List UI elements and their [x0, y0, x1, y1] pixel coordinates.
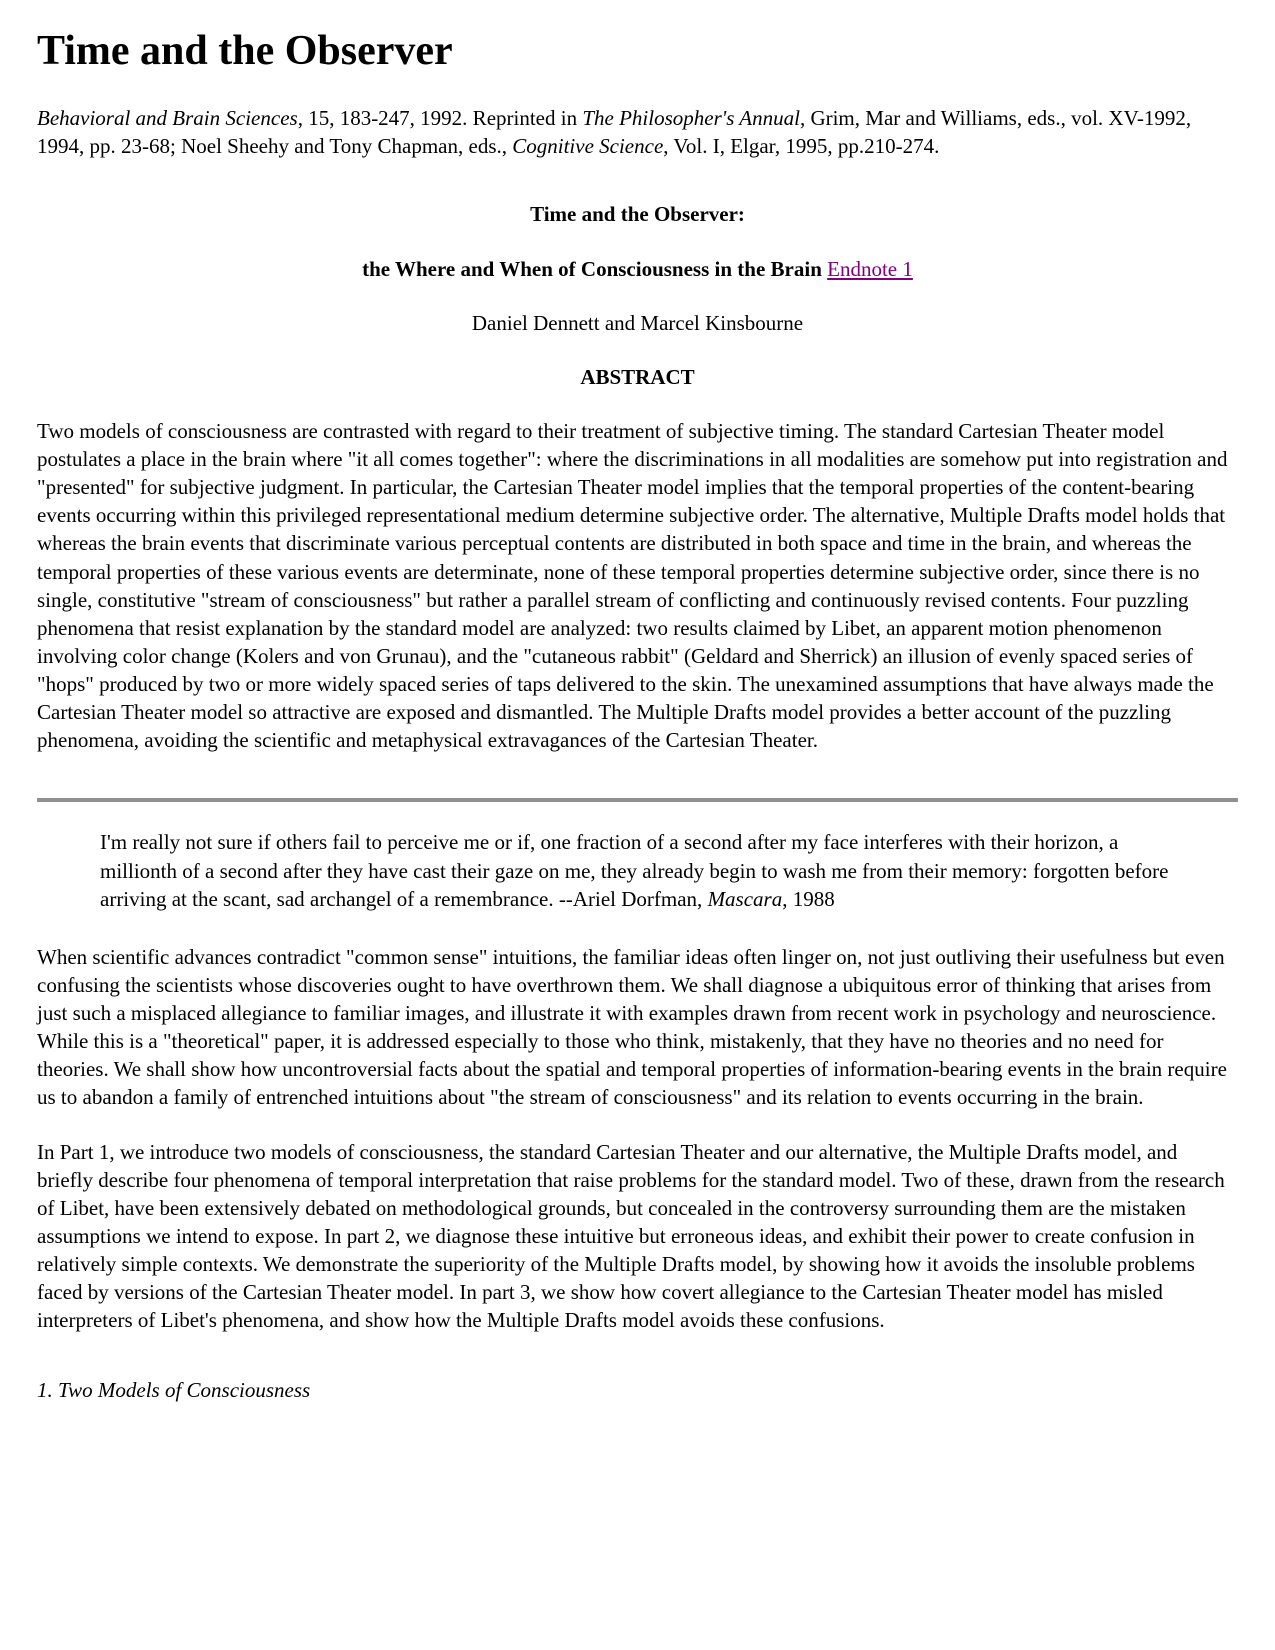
citation: Behavioral and Brain Sciences, 15, 183-247, 1992. Reprinted in The Philosopher's Annual, Grim, Mar and Williams, eds., vol. XV-1992, 1994, pp. 23-68; Noel Sheehy and Tony Chapman, eds., Cognitive Science, Vol. I, Elgar, 1995, pp.210-274.	[37, 106, 1192, 159]
abstract-text: Two models of consciousness are contrasted with regard to their treatment of subjective timing. The standard Cartesian Theater model postulates a place in the brain where "it all comes together": where the discriminations in all modalities are somehow put into registration and "presented" for subjective judgment. In particular, the Cartesian Theater model implies that the temporal properties of the content-bearing events occurring within this privileged representational medium determine subjective order. The alternative, Multiple Drafts model holds that whereas the brain events that discriminate various perceptual contents are distributed in both space and time in the brain, and whereas the temporal properties of these various events are determinate, none of these temporal properties determine subjective order, since there is no single, constitutive "stream of consciousness" but rather a parallel stream of conflicting and continuously revised contents. Four puzzling phenomena that resist explanation by the standard model are analyzed: two results claimed by Libet, an apparent motion phenomenon involving color change (Kolers and von Grunau), and the "cutaneous rabbit" (Geldard and Sherrick) an illusion of evenly spaced series of "hops" produced by two or more widely spaced series of taps delivered to the skin. The unexamined assumptions that have always made the Cartesian Theater model so attractive are exposed and dismantled. The Multiple Drafts model provides a better account of the puzzling phenomena, avoiding the scientific and metaphysical extravagances of the Cartesian Theater.	[37, 418, 1228, 753]
intro-paragraph-1: When scientific advances contradict "common sense" intuitions, the familiar ideas often linger on, not just outliving their usefulness but even confusing the scientists whose discoveries ought to have overthrown them. We shall diagnose a ubiquitous error of thinking that arises from just such a misplaced allegiance to familiar images, and illustrate it with examples drawn from recent work in psychology and neuroscience. While this is a "theoretical" paper, it is addressed especially to those who think, mistakenly, that they have no theories and no need for theories. We shall show how uncontroversial facts about the spatial and temporal properties of information-bearing events in the brain require us to abandon a family of entrenched intuitions about "the stream of consciousness" and its relation to events occurring in the brain.	[37, 944, 1227, 1110]
abstract-heading: ABSTRACT	[580, 364, 695, 389]
document-page	[37, 28, 1238, 1405]
epigraph-quote: I'm really not sure if others fail to perceive me or if, one fraction of a second after my face interferes with their horizon, a millionth of a second after they have cast their gaze on me, they already begin to wash me from their memory: forgotten before arriving at the scant, sad archangel of a remembrance. --Ariel Dorfman, Mascara, 1988	[100, 830, 1169, 911]
subtitle-line1: Time and the Observer:	[530, 202, 745, 227]
page-title: Time and the Observer	[37, 28, 453, 74]
citation-series-title: Cognitive Science	[512, 134, 664, 159]
horizontal-rule	[37, 798, 1238, 802]
authors: Daniel Dennett and Marcel Kinsbourne	[471, 310, 804, 335]
citation-reprint-title: The Philosopher's Annual	[582, 106, 800, 131]
citation-journal: Behavioral and Brain Sciences	[37, 106, 298, 131]
subtitle-line2	[37, 255, 1238, 283]
subtitle-line2-text: the Where and When of Consciousness in the Brain	[362, 256, 822, 281]
endnote-1-link[interactable]: Endnote 1	[827, 256, 913, 281]
quote-book-title: Mascara	[707, 886, 783, 911]
intro-paragraph-2: In Part 1, we introduce two models of consciousness, the standard Cartesian Theater and our alternative, the Multiple Drafts model, and briefly describe four phenomena of temporal interpretation that raise problems for the standard model. Two of these, drawn from the research of Libet, have been extensively debated on methodological grounds, but concealed in the controversy surrounding them are the mistaken assumptions we intend to expose. In part 2, we diagnose these intuitive but erroneous ideas, and exhibit their power to create confusion in relatively simple contexts. We demonstrate the superiority of the Multiple Drafts model, by showing how it avoids the insoluble problems faced by versions of the Cartesian Theater model. In part 3, we show how covert allegiance to the Cartesian Theater model has misled interpreters of Libet's phenomena, and show how the Multiple Drafts model avoids these confusions.	[37, 1139, 1225, 1333]
section-heading-1: 1. Two Models of Consciousness	[37, 1378, 311, 1403]
